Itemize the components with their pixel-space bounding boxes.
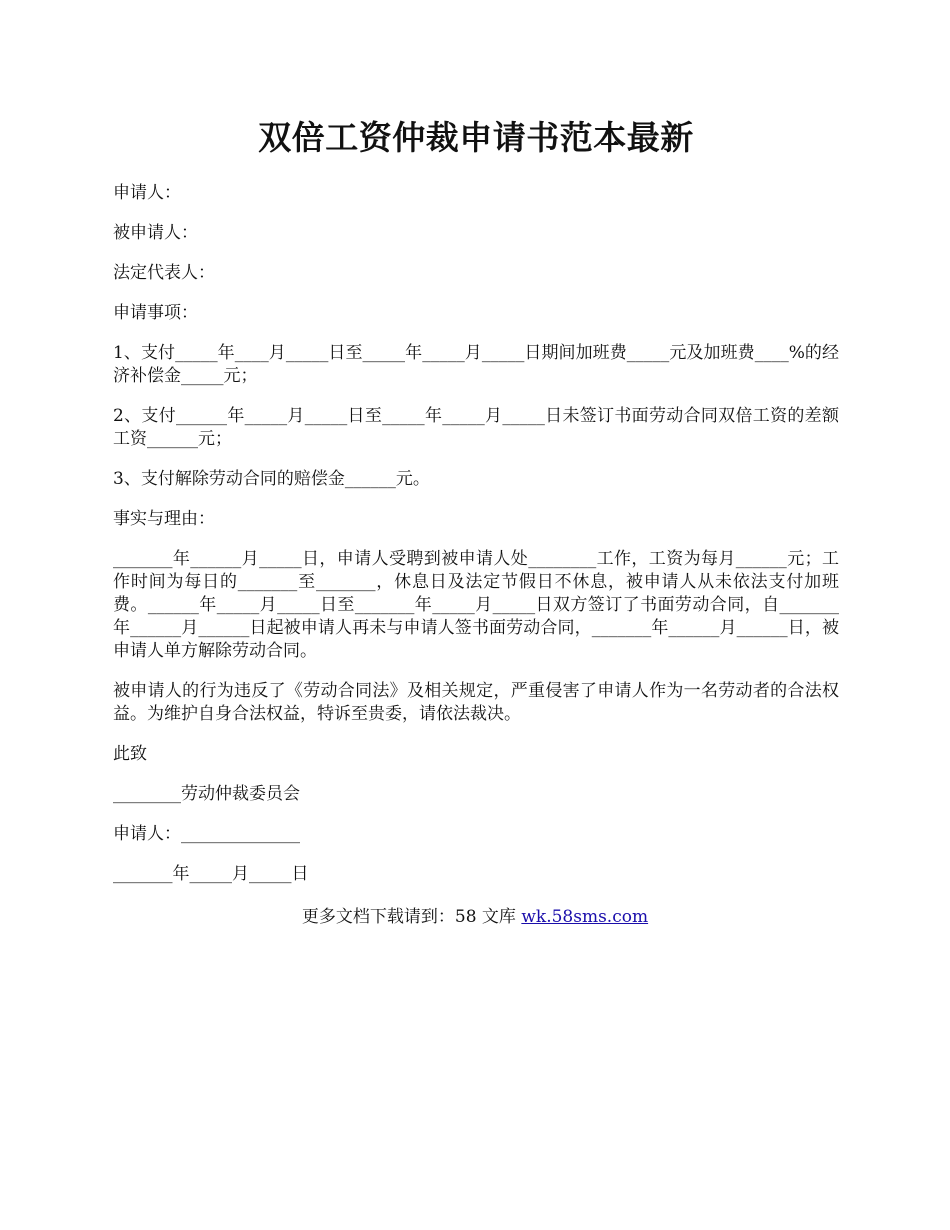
- facts-heading: 事实与理由：: [113, 509, 215, 529]
- addressee-committee: ________劳动仲裁委员会: [113, 784, 300, 804]
- document-page: [113, 112, 839, 886]
- claims-heading: 申请事项：: [113, 303, 198, 323]
- claim-item-1: 1、支付_____年____月_____日至_____年_____月_____日期间加班费_____元及加班费____%的经济补偿金_____元；: [113, 343, 839, 386]
- applicant-line: 申请人：: [113, 183, 181, 203]
- download-footer: [0, 906, 950, 929]
- claim-item-3: 3、支付解除劳动合同的赔偿金______元。: [113, 469, 430, 489]
- legal-representative-line: 法定代表人：: [113, 263, 215, 283]
- signature-date: _______年_____月_____日: [113, 864, 309, 884]
- reasons-body: 被申请人的行为违反了《劳动合同法》及相关规定，严重侵害了申请人作为一名劳动者的合法权益。为维护自身合法权益，特诉至贵委，请依法裁决。: [113, 681, 839, 724]
- salutation: 此致: [113, 744, 147, 764]
- footer-text: 更多文档下载请到：58 文库: [301, 907, 522, 927]
- footer-link[interactable]: wk.58sms.com: [521, 907, 649, 927]
- document-title: 双倍工资仲裁申请书范本最新: [258, 118, 694, 157]
- respondent-line: 被申请人：: [113, 223, 198, 243]
- claim-item-2: 2、支付______年_____月_____日至_____年_____月_____日未签订书面劳动合同双倍工资的差额工资______元；: [113, 406, 839, 449]
- signature-applicant: 申请人：______________: [113, 824, 300, 844]
- facts-body: _______年______月_____日，申请人受聘到被申请人处________工作，工资为每月______元；工作时间为每日的_______至_______，休息日及法定节假日不休息，被申请人从未依法支付加班费。______年_____月_____日至_______年_____月_____日双方签订了书面劳动合同，自_______年______月______日起被申请人再未与申请人签书面劳动合同，_______年______月______日，被申请人单方解除劳动合同。: [113, 549, 839, 661]
